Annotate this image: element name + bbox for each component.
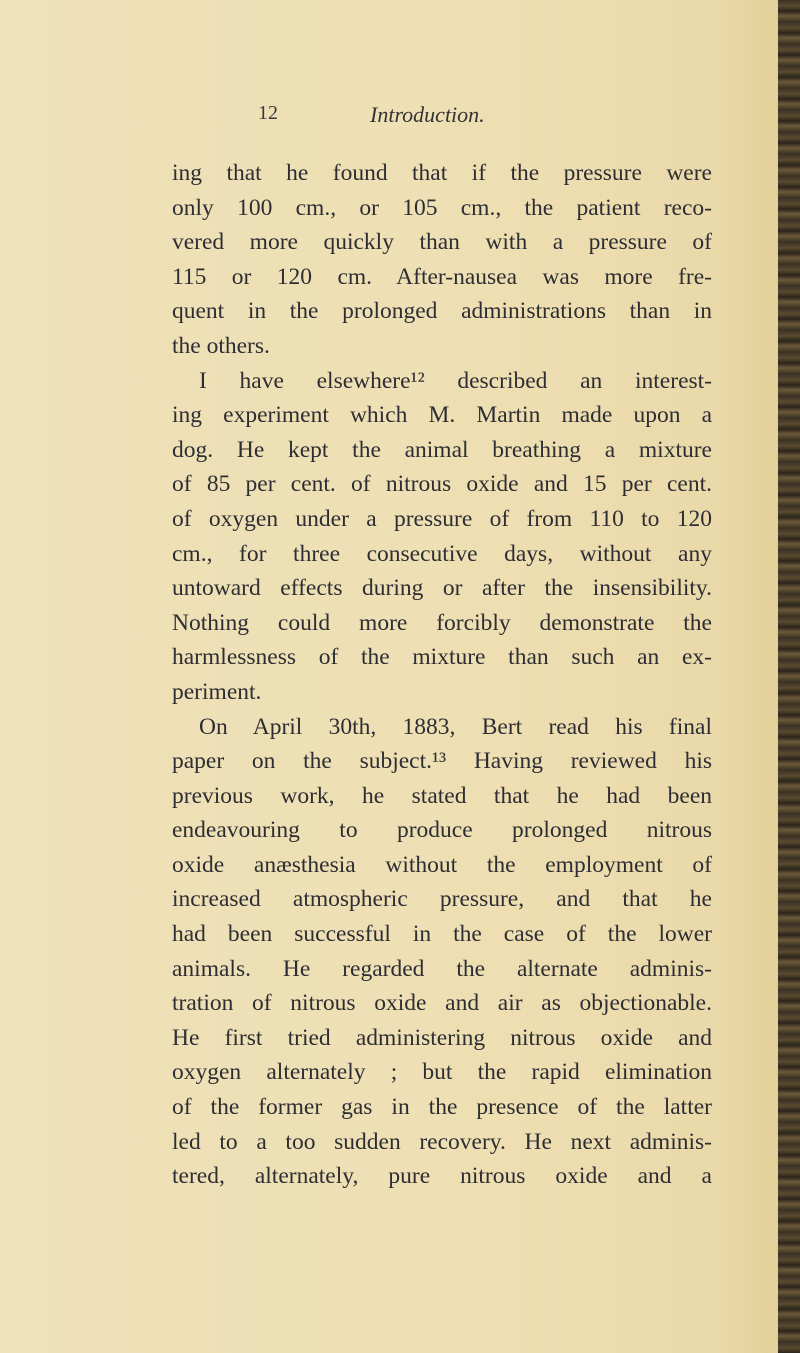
text-line: oxide anæsthesia without the employment of xyxy=(172,851,712,878)
text-line: animals. He regarded the alternate adminis- xyxy=(172,955,712,982)
text-line: paper on the subject.¹³ Having reviewed his xyxy=(172,748,712,775)
text-line: cm., for three consecutive days, without any xyxy=(172,540,712,567)
text-line: dog. He kept the animal breathing a mixture xyxy=(172,436,712,463)
page-number: 12 xyxy=(258,102,278,124)
text-line: periment. xyxy=(172,678,262,705)
text-line: the others. xyxy=(172,332,270,359)
text-line: On April 30th, 1883, Bert read his final xyxy=(199,713,712,740)
text-line: 115 or 120 cm. After-nausea was more fre- xyxy=(172,263,712,290)
text-line: ing experiment which M. Martin made upon a xyxy=(172,402,712,429)
text-line: harmlessness of the mixture than such an ex- xyxy=(172,644,712,671)
text-line: tered, alternately, pure nitrous oxide and a xyxy=(172,1163,712,1190)
text-line: of 85 per cent. of nitrous oxide and 15 per cent. xyxy=(172,471,712,498)
book-spine-edge xyxy=(778,0,800,1353)
text-line: endeavouring to produce prolonged nitrous xyxy=(172,817,712,844)
text-line: He first tried administering nitrous oxide and xyxy=(172,1024,712,1051)
body-text xyxy=(172,156,712,1194)
text-line: had been successful in the case of the lower xyxy=(172,921,712,948)
text-line: led to a too sudden recovery. He next adminis- xyxy=(172,1128,712,1155)
text-line: oxygen alternately ; but the rapid elimination xyxy=(172,1059,712,1086)
text-line: Nothing could more forcibly demonstrate the xyxy=(172,609,712,636)
text-line: only 100 cm., or 105 cm., the patient reco- xyxy=(172,194,712,221)
text-line: of oxygen under a pressure of from 110 to 120 xyxy=(172,505,712,532)
text-line: I have elsewhere¹² described an interest- xyxy=(199,367,712,394)
text-line: quent in the prolonged administrations than in xyxy=(172,298,712,325)
running-head: Introduction. xyxy=(370,102,485,127)
text-line: vered more quickly than with a pressure of xyxy=(172,229,712,256)
text-line: of the former gas in the presence of the latter xyxy=(172,1094,712,1121)
page-header xyxy=(258,102,658,132)
text-line: increased atmospheric pressure, and that he xyxy=(172,886,712,913)
text-line: untoward effects during or after the insensibility. xyxy=(172,575,712,602)
text-line: ing that he found that if the pressure were xyxy=(172,160,712,186)
text-line: tration of nitrous oxide and air as objectionable. xyxy=(172,990,712,1017)
text-line: previous work, he stated that he had been xyxy=(172,782,712,809)
